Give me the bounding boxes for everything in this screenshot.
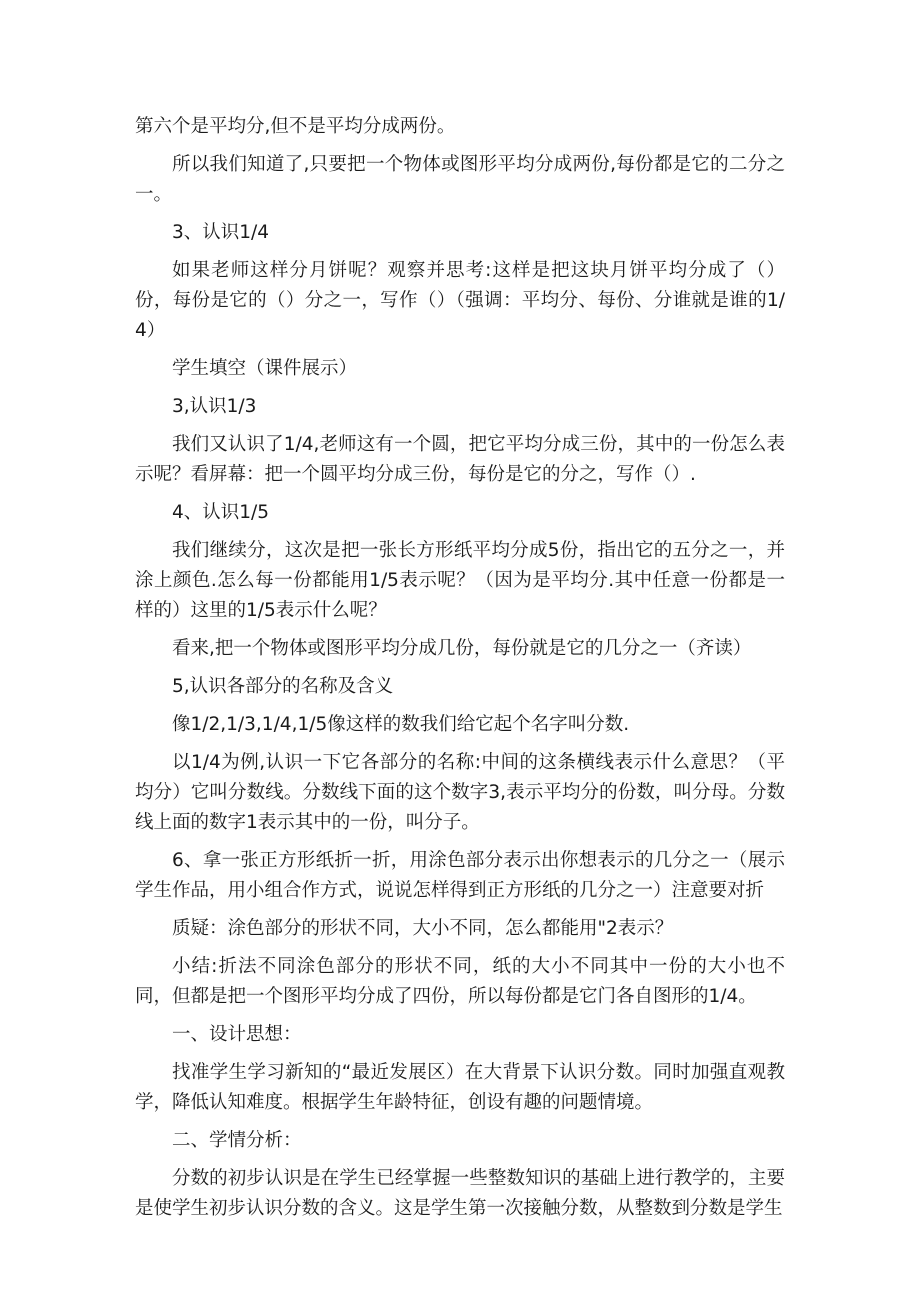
paragraph-14: 6、拿一张正方形纸折一折，用涂色部分表示出你想表示的几分之一（展示学生作品，用小组合作方式，说说怎样得到正方形纸的几分之一）注意要对折 <box>135 850 785 901</box>
section-heading-learning-analysis: 二、学情分析： <box>172 1130 302 1151</box>
paragraph-18: 找准学生学习新知的“最近发展区）在大背景下认识分数。同时加强直观教学，降低认知难度。根据学生年龄特征，创设有趣的问题情境。 <box>135 1062 785 1113</box>
paragraph-10: 看来,把一个物体或图形平均分成几份，每份就是它的几分之一（齐读） <box>172 638 752 659</box>
section-heading-recognize-third: 3,认识1/3 <box>172 396 257 417</box>
paragraph-12: 像1/2,1/3,1/4,1/5像这样的数我们给它起个名字叫分数. <box>172 714 630 735</box>
paragraph-2: 所以我们知道了,只要把一个物体或图形平均分成两份,每份都是它的二分之一。 <box>135 154 785 205</box>
paragraph-15: 质疑：涂色部分的形状不同，大小不同，怎么都能用"2表示？ <box>172 918 674 939</box>
paragraph-5: 学生填空（课件展示） <box>172 358 358 379</box>
paragraph-7: 我们又认识了1/4,老师这有一个圆，把它平均分成三份，其中的一份怎么表示呢？看屏幕：把一个圆平均分成三份，每份是它的分之，写作（）. <box>135 434 785 485</box>
paragraph-16: 小结:折法不同涂色部分的形状不同，纸的大小不同其中一份的大小也不同，但都是把一个图形平均分成了四份，所以每份都是它门各自图形的1/4。 <box>135 956 785 1007</box>
paragraph-13: 以1/4为例,认识一下它各部分的名称:中间的这条横线表示什么意思？（平均分）它叫分数线。分数线下面的这个数字3,表示平均分的份数，叫分母。分数线上面的数字1表示其中的一份，叫分子。 <box>135 752 785 833</box>
paragraph-9: 我们继续分，这次是把一张长方形纸平均分成5份，指出它的五分之一，并涂上颜色.怎么每一份都能用1/5表示呢？（因为是平均分.其中任意一份都是一样的）这里的1/5表示什么呢？ <box>135 540 785 621</box>
paragraph-4: 如果老师这样分月饼呢？观察并思考:这样是把这块月饼平均分成了（）份，每份是它的（）分之一，写作（）（强调：平均分、每份、分谁就是谁的1/4） <box>135 260 785 341</box>
section-heading-parts-names: 5,认识各部分的名称及含义 <box>172 676 394 697</box>
document-body <box>135 112 785 1232</box>
section-heading-recognize-fifth: 4、认识1/5 <box>172 502 270 523</box>
paragraph-20: 分数的初步认识是在学生已经掌握一些整数知识的基础上进行教学的，主要是使学生初步认识分数的含义。这是学生第一次接触分数，从整数到分数是学生 <box>135 1168 785 1219</box>
section-heading-design-idea: 一、设计思想： <box>172 1024 302 1045</box>
section-heading-recognize-quarter: 3、认识1/4 <box>172 222 270 243</box>
paragraph-1: 第六个是平均分,但不是平均分成两份。 <box>135 116 456 137</box>
